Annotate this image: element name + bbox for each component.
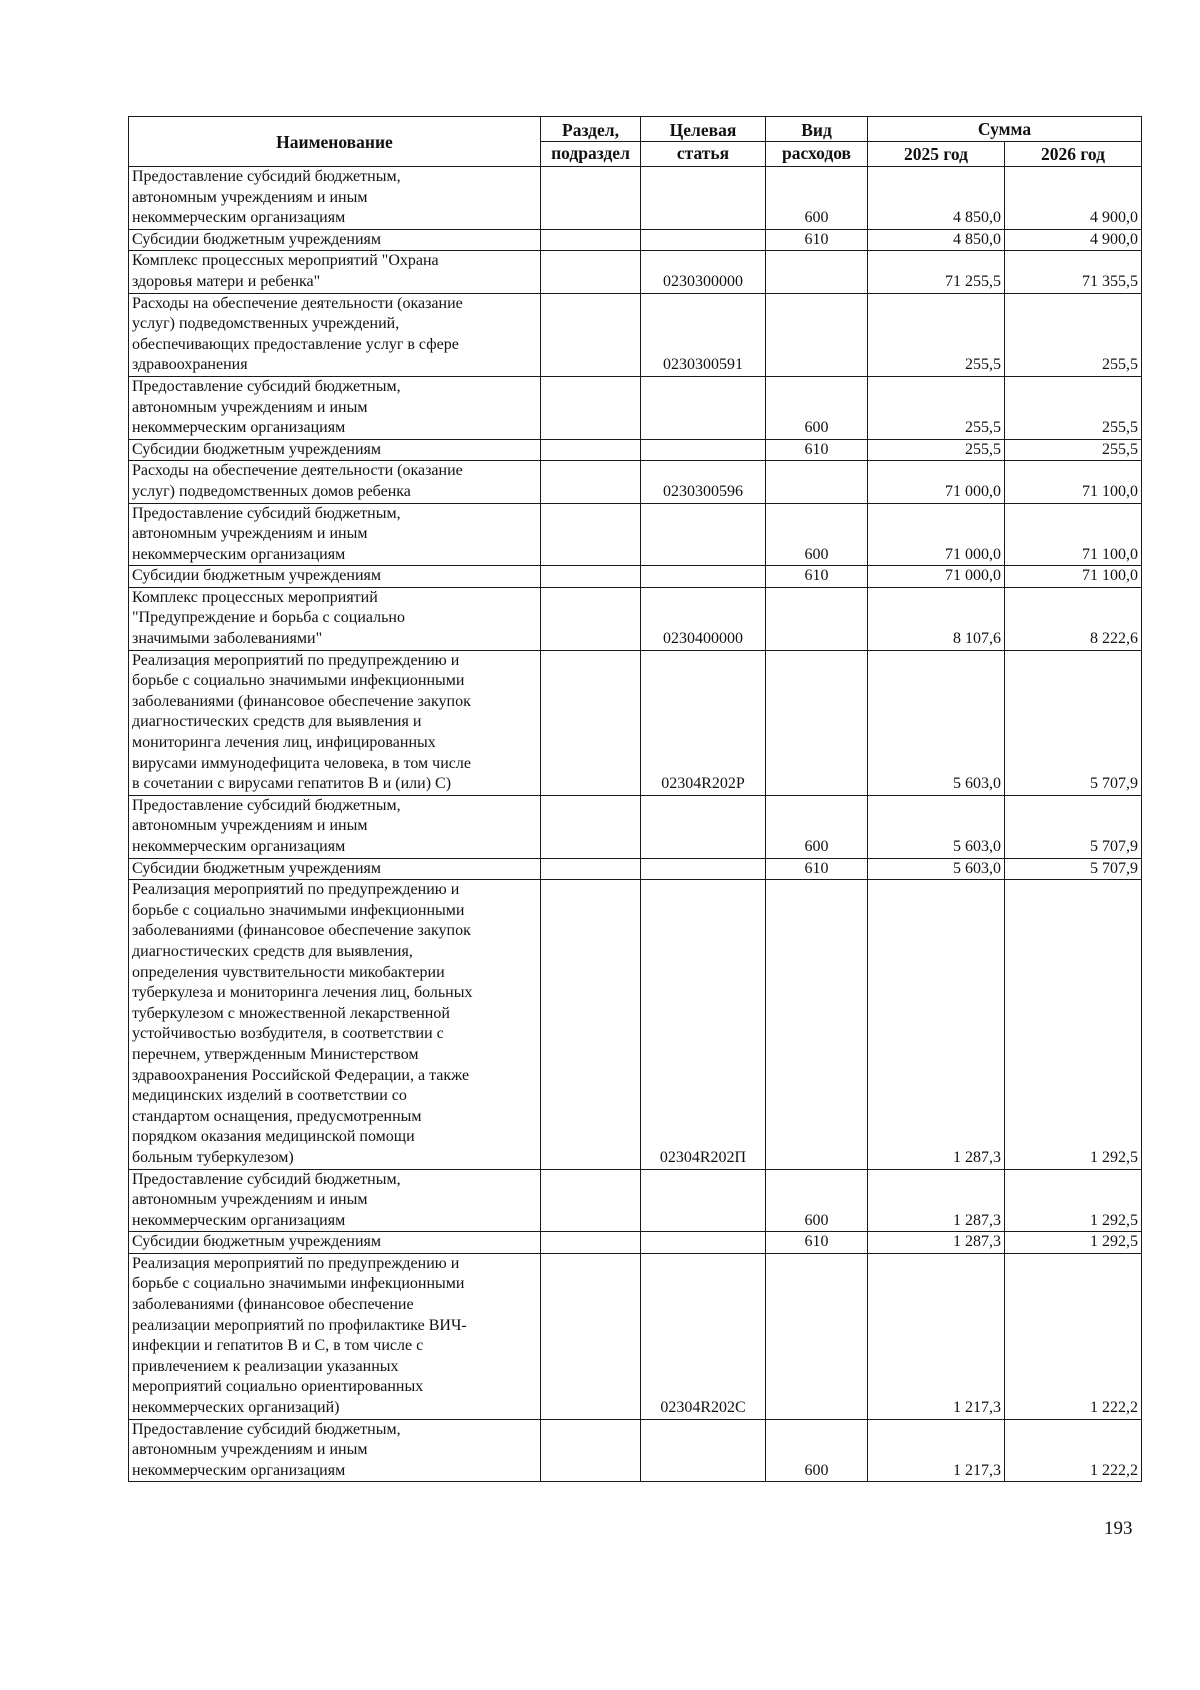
header-sum: Сумма <box>868 117 1142 142</box>
row-target-cell: 02304R202Р <box>641 650 766 795</box>
row-type-cell <box>766 587 868 650</box>
row-sum-2025-cell: 5 603,0 <box>868 650 1005 795</box>
row-sum-2026-cell: 1 292,5 <box>1005 1232 1142 1254</box>
row-sum-2025-cell: 1 217,3 <box>868 1419 1005 1482</box>
row-target-cell: 0230300591 <box>641 293 766 376</box>
row-section-cell <box>541 439 641 461</box>
row-sum-2026-cell: 71 100,0 <box>1005 566 1142 588</box>
table-body <box>129 167 1142 1482</box>
row-section-cell <box>541 167 641 230</box>
header-target-line2: статья <box>641 142 766 167</box>
row-name-cell: Субсидии бюджетным учреждениям <box>129 229 541 251</box>
row-name-cell: Реализация мероприятий по предупреждению и борьбе с социально значимыми инфекционными заболеваниями (финансовое обеспечение закупок диагностических средств для выявления и мониторинга лечения лиц, инфицированных вирусами иммунодефицита человека, в том числе в сочетании с вирусами гепатитов В и (или) С) <box>129 650 541 795</box>
row-sum-2026-cell: 255,5 <box>1005 439 1142 461</box>
row-section-cell <box>541 1253 641 1419</box>
row-sum-2026-cell: 71 355,5 <box>1005 251 1142 293</box>
table-row <box>129 167 1142 230</box>
row-target-cell <box>641 858 766 880</box>
row-name-cell: Расходы на обеспечение деятельности (оказание услуг) подведомственных домов ребенка <box>129 461 541 503</box>
row-target-cell <box>641 229 766 251</box>
row-sum-2026-cell: 5 707,9 <box>1005 795 1142 858</box>
row-sum-2026-cell: 71 100,0 <box>1005 461 1142 503</box>
row-target-cell <box>641 503 766 566</box>
row-name-cell: Субсидии бюджетным учреждениям <box>129 1232 541 1254</box>
row-name-cell: Предоставление субсидий бюджетным, автономным учреждениям и иным некоммерческим организациям <box>129 167 541 230</box>
row-sum-2025-cell: 1 217,3 <box>868 1253 1005 1419</box>
row-section-cell <box>541 795 641 858</box>
header-section-line2: подраздел <box>541 142 641 167</box>
row-name-cell: Субсидии бюджетным учреждениям <box>129 566 541 588</box>
row-target-cell <box>641 439 766 461</box>
row-name-cell: Реализация мероприятий по предупреждению и борьбе с социально значимыми инфекционными заболеваниями (финансовое обеспечение закупок диагностических средств для выявления, определения чувствительности микобактерии туберкулеза и мониторинга лечения лиц, больных туберкулезом с множественной лекарственной устойчивостью возбудителя, в соответствии с перечнем, утвержденным Министерством здравоохранения Российской Федерации, а также медицинских изделий в соответствии со стандартом оснащения, предусмотренным порядком оказания медицинской помощи больным туберкулезом) <box>129 880 541 1169</box>
row-sum-2025-cell: 1 287,3 <box>868 880 1005 1169</box>
row-name-cell: Комплекс процессных мероприятий "Охрана здоровья матери и ребенка" <box>129 251 541 293</box>
row-type-cell: 600 <box>766 1419 868 1482</box>
table-row <box>129 566 1142 588</box>
row-sum-2025-cell: 255,5 <box>868 293 1005 376</box>
row-section-cell <box>541 1232 641 1254</box>
row-name-cell: Расходы на обеспечение деятельности (оказание услуг) подведомственных учреждений, обеспечивающих предоставление услуг в сфере здравоохранения <box>129 293 541 376</box>
header-type-line2: расходов <box>766 142 868 167</box>
row-sum-2025-cell: 71 000,0 <box>868 503 1005 566</box>
row-type-cell: 600 <box>766 795 868 858</box>
header-section-line1: Раздел, <box>541 117 641 142</box>
row-type-cell: 610 <box>766 1232 868 1254</box>
row-section-cell <box>541 293 641 376</box>
row-sum-2026-cell: 1 222,2 <box>1005 1419 1142 1482</box>
row-sum-2025-cell: 8 107,6 <box>868 587 1005 650</box>
row-sum-2026-cell: 1 292,5 <box>1005 1169 1142 1232</box>
row-name-cell: Реализация мероприятий по предупреждению и борьбе с социально значимыми инфекционными заболеваниями (финансовое обеспечение реализации мероприятий по профилактике ВИЧ- инфекции и гепатитов В и С, в том числе с привлечением к реализации указанных мероприятий социально ориентированных некоммерческих организаций) <box>129 1253 541 1419</box>
header-target-line1: Целевая <box>641 117 766 142</box>
row-type-cell <box>766 461 868 503</box>
row-section-cell <box>541 461 641 503</box>
table-row <box>129 503 1142 566</box>
row-type-cell: 610 <box>766 566 868 588</box>
page-number: 193 <box>1104 1518 1133 1539</box>
row-target-cell: 0230300000 <box>641 251 766 293</box>
table-row <box>129 587 1142 650</box>
row-section-cell <box>541 503 641 566</box>
row-section-cell <box>541 880 641 1169</box>
row-sum-2025-cell: 5 603,0 <box>868 858 1005 880</box>
row-sum-2025-cell: 4 850,0 <box>868 167 1005 230</box>
row-sum-2026-cell: 255,5 <box>1005 376 1142 439</box>
table-row <box>129 650 1142 795</box>
row-section-cell <box>541 251 641 293</box>
row-type-cell: 610 <box>766 858 868 880</box>
row-type-cell: 600 <box>766 167 868 230</box>
row-sum-2026-cell: 4 900,0 <box>1005 167 1142 230</box>
row-target-cell: 02304R202С <box>641 1253 766 1419</box>
row-sum-2025-cell: 4 850,0 <box>868 229 1005 251</box>
row-sum-2026-cell: 71 100,0 <box>1005 503 1142 566</box>
row-type-cell: 600 <box>766 1169 868 1232</box>
row-section-cell <box>541 858 641 880</box>
table-row <box>129 376 1142 439</box>
table-row <box>129 1232 1142 1254</box>
row-section-cell <box>541 587 641 650</box>
row-target-cell: 0230400000 <box>641 587 766 650</box>
row-type-cell <box>766 293 868 376</box>
table-row <box>129 795 1142 858</box>
row-type-cell: 610 <box>766 439 868 461</box>
table-row <box>129 461 1142 503</box>
row-target-cell <box>641 566 766 588</box>
row-target-cell <box>641 1419 766 1482</box>
row-type-cell <box>766 1253 868 1419</box>
table-row <box>129 293 1142 376</box>
row-section-cell <box>541 1169 641 1232</box>
row-target-cell <box>641 795 766 858</box>
row-sum-2026-cell: 4 900,0 <box>1005 229 1142 251</box>
row-type-cell <box>766 251 868 293</box>
row-sum-2025-cell: 71 000,0 <box>868 566 1005 588</box>
row-name-cell: Предоставление субсидий бюджетным, автономным учреждениям и иным некоммерческим организациям <box>129 503 541 566</box>
row-type-cell: 600 <box>766 376 868 439</box>
row-sum-2025-cell: 1 287,3 <box>868 1169 1005 1232</box>
row-name-cell: Субсидии бюджетным учреждениям <box>129 858 541 880</box>
table-row <box>129 439 1142 461</box>
row-sum-2026-cell: 5 707,9 <box>1005 858 1142 880</box>
row-type-cell <box>766 650 868 795</box>
header-year-2026: 2026 год <box>1005 142 1142 167</box>
header-name: Наименование <box>129 117 541 167</box>
row-sum-2025-cell: 71 255,5 <box>868 251 1005 293</box>
row-section-cell <box>541 229 641 251</box>
row-type-cell: 610 <box>766 229 868 251</box>
row-name-cell: Предоставление субсидий бюджетным, автономным учреждениям и иным некоммерческим организациям <box>129 1419 541 1482</box>
row-sum-2025-cell: 71 000,0 <box>868 461 1005 503</box>
row-sum-2026-cell: 1 292,5 <box>1005 880 1142 1169</box>
row-name-cell: Предоставление субсидий бюджетным, автономным учреждениям и иным некоммерческим организациям <box>129 1169 541 1232</box>
row-section-cell <box>541 1419 641 1482</box>
row-sum-2025-cell: 255,5 <box>868 376 1005 439</box>
row-target-cell <box>641 1232 766 1254</box>
row-name-cell: Комплекс процессных мероприятий "Предупреждение и борьба с социально значимыми заболеваниями" <box>129 587 541 650</box>
row-name-cell: Предоставление субсидий бюджетным, автономным учреждениям и иным некоммерческим организациям <box>129 795 541 858</box>
row-section-cell <box>541 650 641 795</box>
table-row <box>129 880 1142 1169</box>
row-sum-2026-cell: 8 222,6 <box>1005 587 1142 650</box>
row-target-cell <box>641 1169 766 1232</box>
row-section-cell <box>541 566 641 588</box>
budget-table <box>128 116 1142 1482</box>
row-sum-2026-cell: 255,5 <box>1005 293 1142 376</box>
row-section-cell <box>541 376 641 439</box>
header-year-2025: 2025 год <box>868 142 1005 167</box>
row-sum-2025-cell: 255,5 <box>868 439 1005 461</box>
table-row <box>129 1419 1142 1482</box>
table-row <box>129 1253 1142 1419</box>
header-type-line1: Вид <box>766 117 868 142</box>
row-target-cell: 0230300596 <box>641 461 766 503</box>
row-name-cell: Субсидии бюджетным учреждениям <box>129 439 541 461</box>
row-target-cell <box>641 376 766 439</box>
row-type-cell <box>766 880 868 1169</box>
table-row <box>129 229 1142 251</box>
table-row <box>129 1169 1142 1232</box>
table-row <box>129 858 1142 880</box>
row-name-cell: Предоставление субсидий бюджетным, автономным учреждениям и иным некоммерческим организациям <box>129 376 541 439</box>
row-target-cell: 02304R202П <box>641 880 766 1169</box>
row-sum-2026-cell: 1 222,2 <box>1005 1253 1142 1419</box>
row-type-cell: 600 <box>766 503 868 566</box>
row-sum-2026-cell: 5 707,9 <box>1005 650 1142 795</box>
table-row <box>129 251 1142 293</box>
row-sum-2025-cell: 5 603,0 <box>868 795 1005 858</box>
row-sum-2025-cell: 1 287,3 <box>868 1232 1005 1254</box>
row-target-cell <box>641 167 766 230</box>
table-header <box>129 117 1142 167</box>
